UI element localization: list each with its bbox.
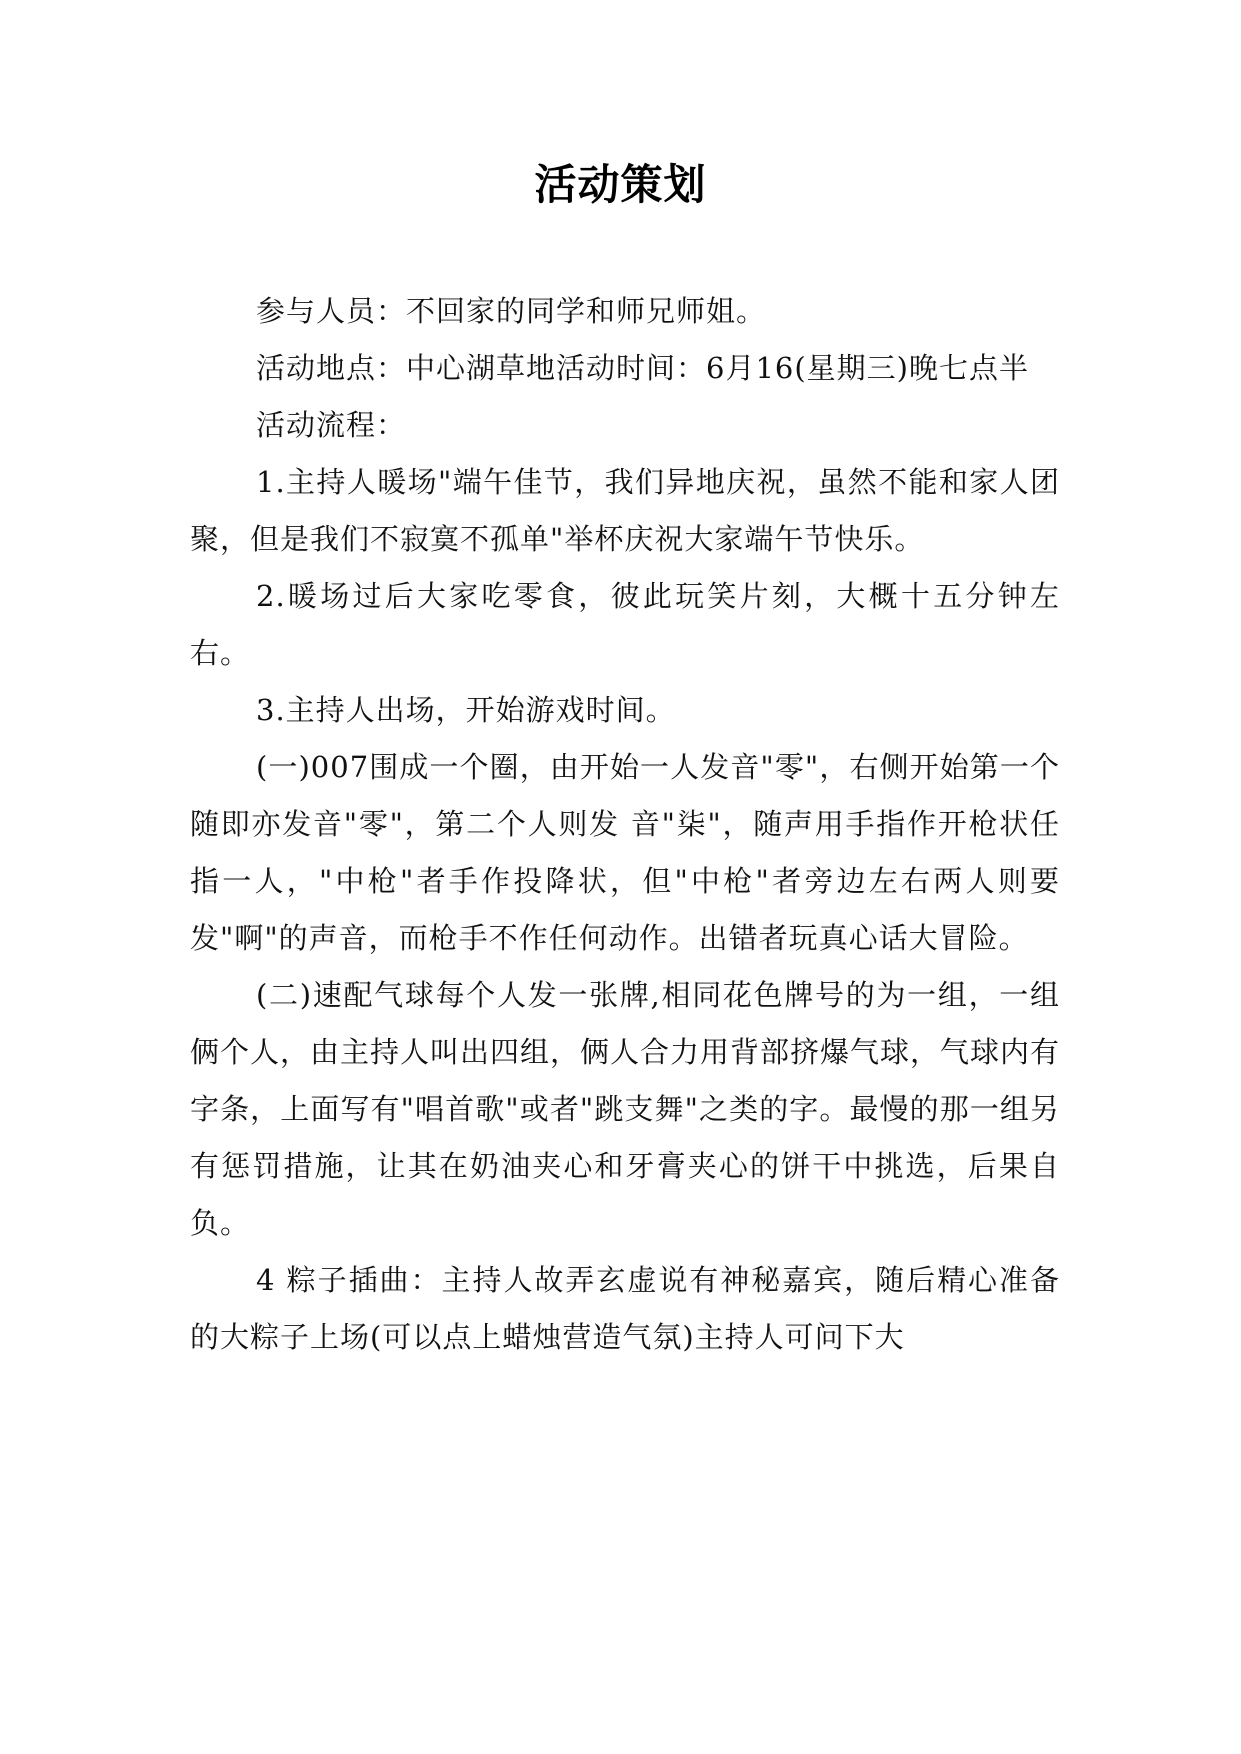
- paragraph-step-3: 3.主持人出场，开始游戏时间。: [256, 693, 676, 727]
- document-title: 活动策划: [534, 160, 707, 209]
- paragraph-step-2: 2.暖场过后大家吃零食，彼此玩笑片刻，大概十五分钟左右。: [190, 579, 1060, 670]
- paragraph-game-2: (二)速配气球每个人发一张牌,相同花色牌号的为一组，一组俩个人，由主持人叫出四组，俩人合力用背部挤爆气球，气球内有字条，上面写有"唱首歌"或者"跳支舞"之类的字。最慢的那一组另有惩罚措施，让其在奶油夹心和牙膏夹心的饼干中挑选，后果自负。: [190, 978, 1061, 1240]
- paragraph-game-1: (一)007围成一个圈，由开始一人发音"零"，右侧开始第一个随即亦发音"零"，第二个人则发 音"柒"，随声用手指作开枪状任指一人，"中枪"者手作投降状，但"中枪"者旁边左右两人则要发"啊"的声音，而枪手不作任何动作。出错者玩真心话大冒险。: [190, 750, 1060, 955]
- paragraph-step-4: 4 粽子插曲：主持人故弄玄虚说有神秘嘉宾，随后精心准备的大粽子上场(可以点上蜡烛营造气氛)主持人可问下大: [190, 1263, 1060, 1354]
- document-body: [190, 283, 1060, 1366]
- paragraph-participants: 参与人员：不回家的同学和师兄师姐。: [256, 294, 767, 328]
- paragraph-step-1: 1.主持人暖场"端午佳节，我们异地庆祝，虽然不能和家人团聚，但是我们不寂寞不孤单"举杯庆祝大家端午节快乐。: [190, 465, 1060, 556]
- paragraph-location-time: 活动地点：中心湖草地活动时间：6月16(星期三)晚七点半: [256, 351, 1029, 385]
- paragraph-process-heading: 活动流程：: [256, 408, 407, 442]
